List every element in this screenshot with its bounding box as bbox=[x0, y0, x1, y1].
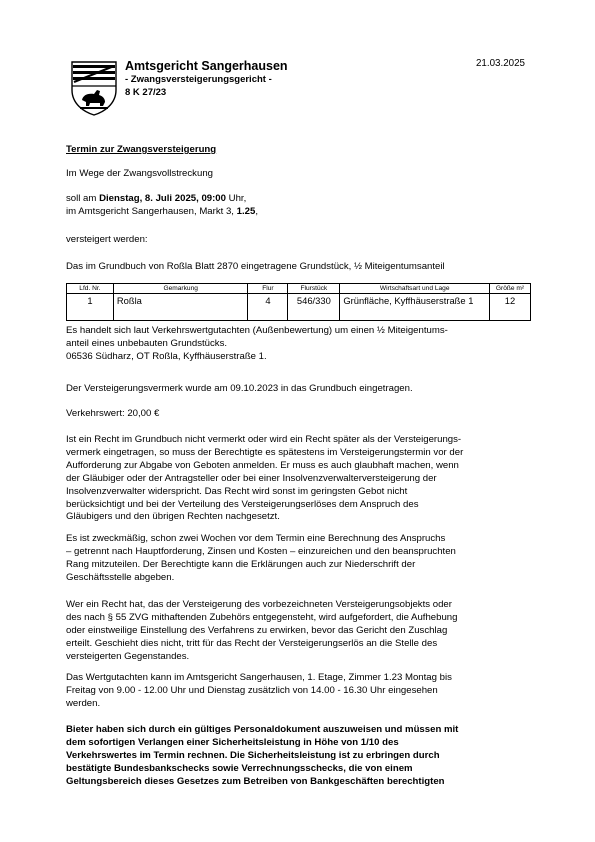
text-line: Gläubigers und den übrigen Rechten nachgesetzt. bbox=[66, 511, 280, 523]
recht-paragraph bbox=[66, 434, 531, 524]
text-line: werden. bbox=[66, 697, 101, 709]
text-line: oder einstweilige Einstellung des Verfahrens zu erwirken, bevor das Gericht den Zuschlag bbox=[66, 624, 448, 636]
gutachten-paragraph bbox=[66, 325, 531, 364]
location-suffix: , bbox=[255, 206, 258, 217]
bieter-paragraph bbox=[66, 724, 531, 789]
cell-lage: Grünfläche, Kyffhäuserstraße 1 bbox=[340, 294, 490, 321]
appointment-date: Dienstag, 8. Juli 2025, 09:00 bbox=[99, 193, 226, 204]
versteigert-text: versteigert werden: bbox=[66, 234, 148, 245]
text-line: 06536 Südharz, OT Roßla, Kyffhäuserstraße 1. bbox=[66, 350, 267, 362]
table-header-row bbox=[67, 284, 531, 294]
location-prefix: im Amtsgericht Sangerhausen, Markt 3, bbox=[66, 206, 237, 217]
text-line: dem sofortigen Verlangen einer Sicherheitsleistung in Höhe von 1/10 des bbox=[66, 736, 399, 748]
column-header: Wirtschaftsart und Lage bbox=[340, 284, 490, 294]
intro-text: Im Wege der Zwangsvollstreckung bbox=[66, 168, 213, 179]
wer-recht-paragraph bbox=[66, 599, 531, 664]
text-line: bestätigte Bundesbankschecks sowie Verrechnungsschecks, die von einem bbox=[66, 762, 413, 774]
column-header: Größe m² bbox=[490, 284, 531, 294]
cell-flurstueck: 546/330 bbox=[288, 294, 340, 321]
coat-of-arms-icon bbox=[70, 60, 118, 116]
text-line: Das Wertgutachten kann im Amtsgericht Sangerhausen, 1. Etage, Zimmer 1.23 Montag bis bbox=[66, 672, 452, 683]
text-line: Es handelt sich laut Verkehrswertgutachten (Außenbewertung) um einen ½ Miteigentums- bbox=[66, 325, 448, 336]
court-subtitle: - Zwangsversteigerungsgericht - bbox=[125, 74, 272, 85]
parcel-table bbox=[66, 283, 531, 321]
zweckmaessig-paragraph bbox=[66, 533, 531, 585]
text-line: Verkehrswertes im Termin rechnen. Die Sicherheitsleistung ist zu erbringen durch bbox=[66, 749, 440, 761]
text-line: Freitag von 9.00 - 12.00 Uhr und Dienstag zusätzlich von 14.00 - 16.30 Uhr eingesehen bbox=[66, 684, 438, 696]
column-header: Gemarkung bbox=[113, 284, 248, 294]
column-header: Flurstück bbox=[288, 284, 340, 294]
text-line: – getrennt nach Hauptforderung, Zinsen und Kosten – einzureichen und den beanspruchten bbox=[66, 545, 456, 557]
grundbuch-text: Das im Grundbuch von Roßla Blatt 2870 eingetragene Grundstück, ½ Miteigentumsanteil bbox=[66, 261, 445, 272]
text-line: anteil eines unbebauten Grundstücks. bbox=[66, 337, 228, 349]
file-number: 8 K 27/23 bbox=[125, 87, 167, 98]
verkehrswert-paragraph bbox=[66, 408, 531, 421]
text-line: versteigerten Gegenstandes. bbox=[66, 650, 190, 662]
text-line: Verkehrswert: 20,00 € bbox=[66, 408, 160, 419]
text-line: Wer ein Recht hat, das der Versteigerung des vorbezeichneten Versteigerungsobjekts oder bbox=[66, 599, 452, 610]
document-title: Termin zur Zwangsversteigerung bbox=[66, 144, 217, 155]
wertgutachten-paragraph bbox=[66, 672, 531, 711]
text-line: berücksichtigt und bei der Verteilung des Versteigerungserlöses dem Anspruch des bbox=[66, 498, 419, 510]
column-header: Lfd. Nr. bbox=[67, 284, 114, 294]
text-line: Geschäftsstelle abgeben. bbox=[66, 571, 175, 583]
cell-gemarkung: Roßla bbox=[113, 294, 248, 321]
text-line: Insolvenzverwalter widerspricht. Das Recht wird sonst im geringsten Gebot nicht bbox=[66, 485, 408, 497]
text-line: Es ist zweckmäßig, schon zwei Wochen vor dem Termin eine Berechnung des Anspruchs bbox=[66, 533, 446, 544]
appointment-location-line bbox=[66, 206, 258, 218]
location-room: 1.25 bbox=[236, 206, 256, 217]
vermerk-paragraph bbox=[66, 383, 531, 396]
cell-nr: 1 bbox=[67, 294, 114, 321]
appointment-suffix: Uhr, bbox=[225, 193, 247, 204]
document-date: 21.03.2025 bbox=[475, 58, 525, 69]
text-line: Ist ein Recht im Grundbuch nicht vermerkt oder wird ein Recht später als der Versteigerungs- bbox=[66, 434, 462, 445]
court-name: Amtsgericht Sangerhausen bbox=[125, 59, 288, 73]
text-line: der Gläubiger oder der Antragsteller oder bei einer Insolvenzverwalterversteigerung der bbox=[66, 472, 437, 484]
text-line: Rang mitzuteilen. Der Berechtigte kann die Erklärungen auch zur Niederschrift der bbox=[66, 558, 416, 570]
text-line: erteilt. Geschieht dies nicht, tritt für das Recht der Versteigerungserlös an die Stelle des bbox=[66, 637, 438, 649]
text-line: vermerk eingetragen, so muss der Berechtigte es spätestens im Versteigerungstermin vor der bbox=[66, 446, 464, 458]
appointment-date-line bbox=[66, 193, 246, 205]
appointment-prefix: soll am bbox=[66, 193, 100, 204]
column-header: Flur bbox=[248, 284, 288, 294]
text-line: Geltungsbereich dieses Gesetzes zum Betreiben von Bankgeschäften berechtigten bbox=[66, 775, 445, 787]
cell-flur: 4 bbox=[248, 294, 288, 321]
text-line: Aufforderung zur Abgabe von Geboten anmelden. Er muss es auch glaubhaft machen, wenn bbox=[66, 459, 459, 471]
text-line: Der Versteigerungsvermerk wurde am 09.10.2023 in das Grundbuch eingetragen. bbox=[66, 383, 413, 394]
text-line: des nach § 55 ZVG mithaftenden Zubehörs entgegensteht, wird aufgefordert, die Aufhebung bbox=[66, 611, 458, 623]
table-row bbox=[67, 294, 531, 321]
text-line: Bieter haben sich durch ein gültiges Personaldokument auszuweisen und müssen mit bbox=[66, 724, 459, 735]
cell-groesse: 12 bbox=[490, 294, 531, 321]
